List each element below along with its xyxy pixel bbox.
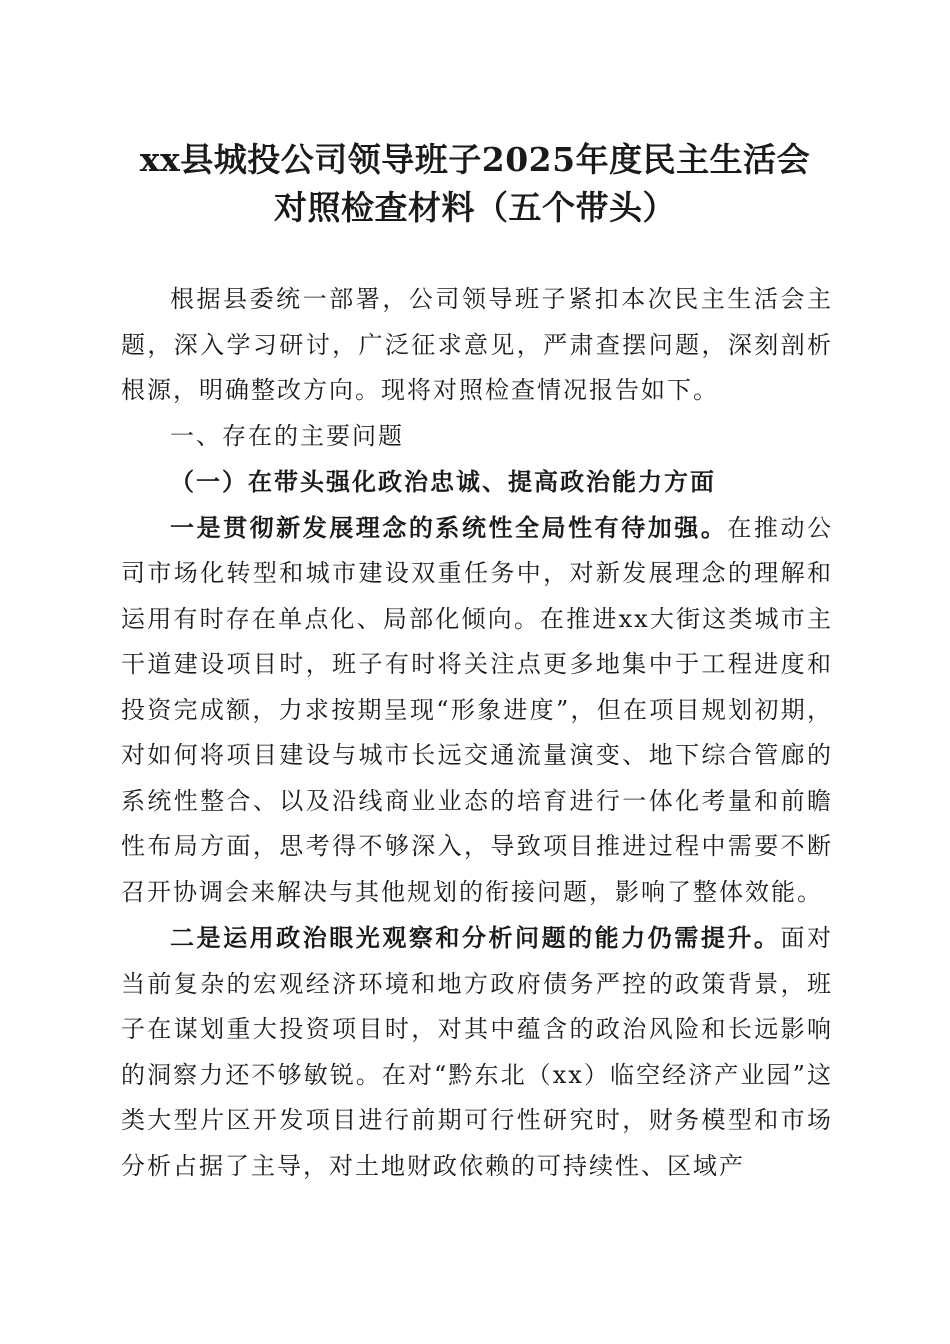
intro-paragraph: 根据县委统一部署，公司领导班子紧扣本次民主生活会主题，深入学习研讨，广泛征求意见，严肃查摆问题，深刻剖析根源，明确整改方向。现将对照检查情况报告如下。 xyxy=(121,285,833,404)
document-body xyxy=(121,277,833,1189)
problem-paragraph-1 xyxy=(121,505,833,916)
subsection-heading: （一）在带头强化政治忠诚、提高政治能力方面 xyxy=(170,467,716,496)
section-heading: 一、存在的主要问题 xyxy=(170,421,404,450)
document-title-line-2: 对照检查材料（五个带头） xyxy=(274,188,676,227)
problem-paragraph-2 xyxy=(121,915,833,1189)
document-title-line-1: xx县城投公司领导班子2025年度民主生活会 xyxy=(139,140,811,179)
paragraph-text: 面对当前复杂的宏观经济环境和地方政府债务严控的政策背景，班子在谋划重大投资项目时，对其中蕴含的政治风险和长远影响的洞察力还不够敏锐。在对“黔东北（xx）临空经济产业园”这类大型片区开发项目进行前期可行性研究时，财务模型和市场分析占据了主导，对土地财政依赖的可持续性、区域产 xyxy=(121,924,834,1180)
paragraph-lead: 二是运用政治眼光观察和分析问题的能力仍需提升。 xyxy=(170,923,781,952)
paragraph-lead: 一是贯彻新发展理念的系统性全局性有待加强。 xyxy=(170,512,728,542)
paragraph-text: 在推动公司市场化转型和城市建设双重任务中，对新发展理念的理解和运用有时存在单点化、局部化倾向。在推进xx大街这类城市主干道建设项目时，班子有时将关注点更多地集中于工程进度和投资完成额，力求按期呈现“形象进度”，但在项目规划初期，对如何将项目建设与城市长远交通流量演变、地下综合管廊的系统性整合、以及沿线商业业态的培育进行一体化考量和前瞻性布局方面，思考得不够深入，导致项目推进过程中需要不断召开协调会来解决与其他规划的衔接问题，影响了整体效能。 xyxy=(121,513,833,906)
